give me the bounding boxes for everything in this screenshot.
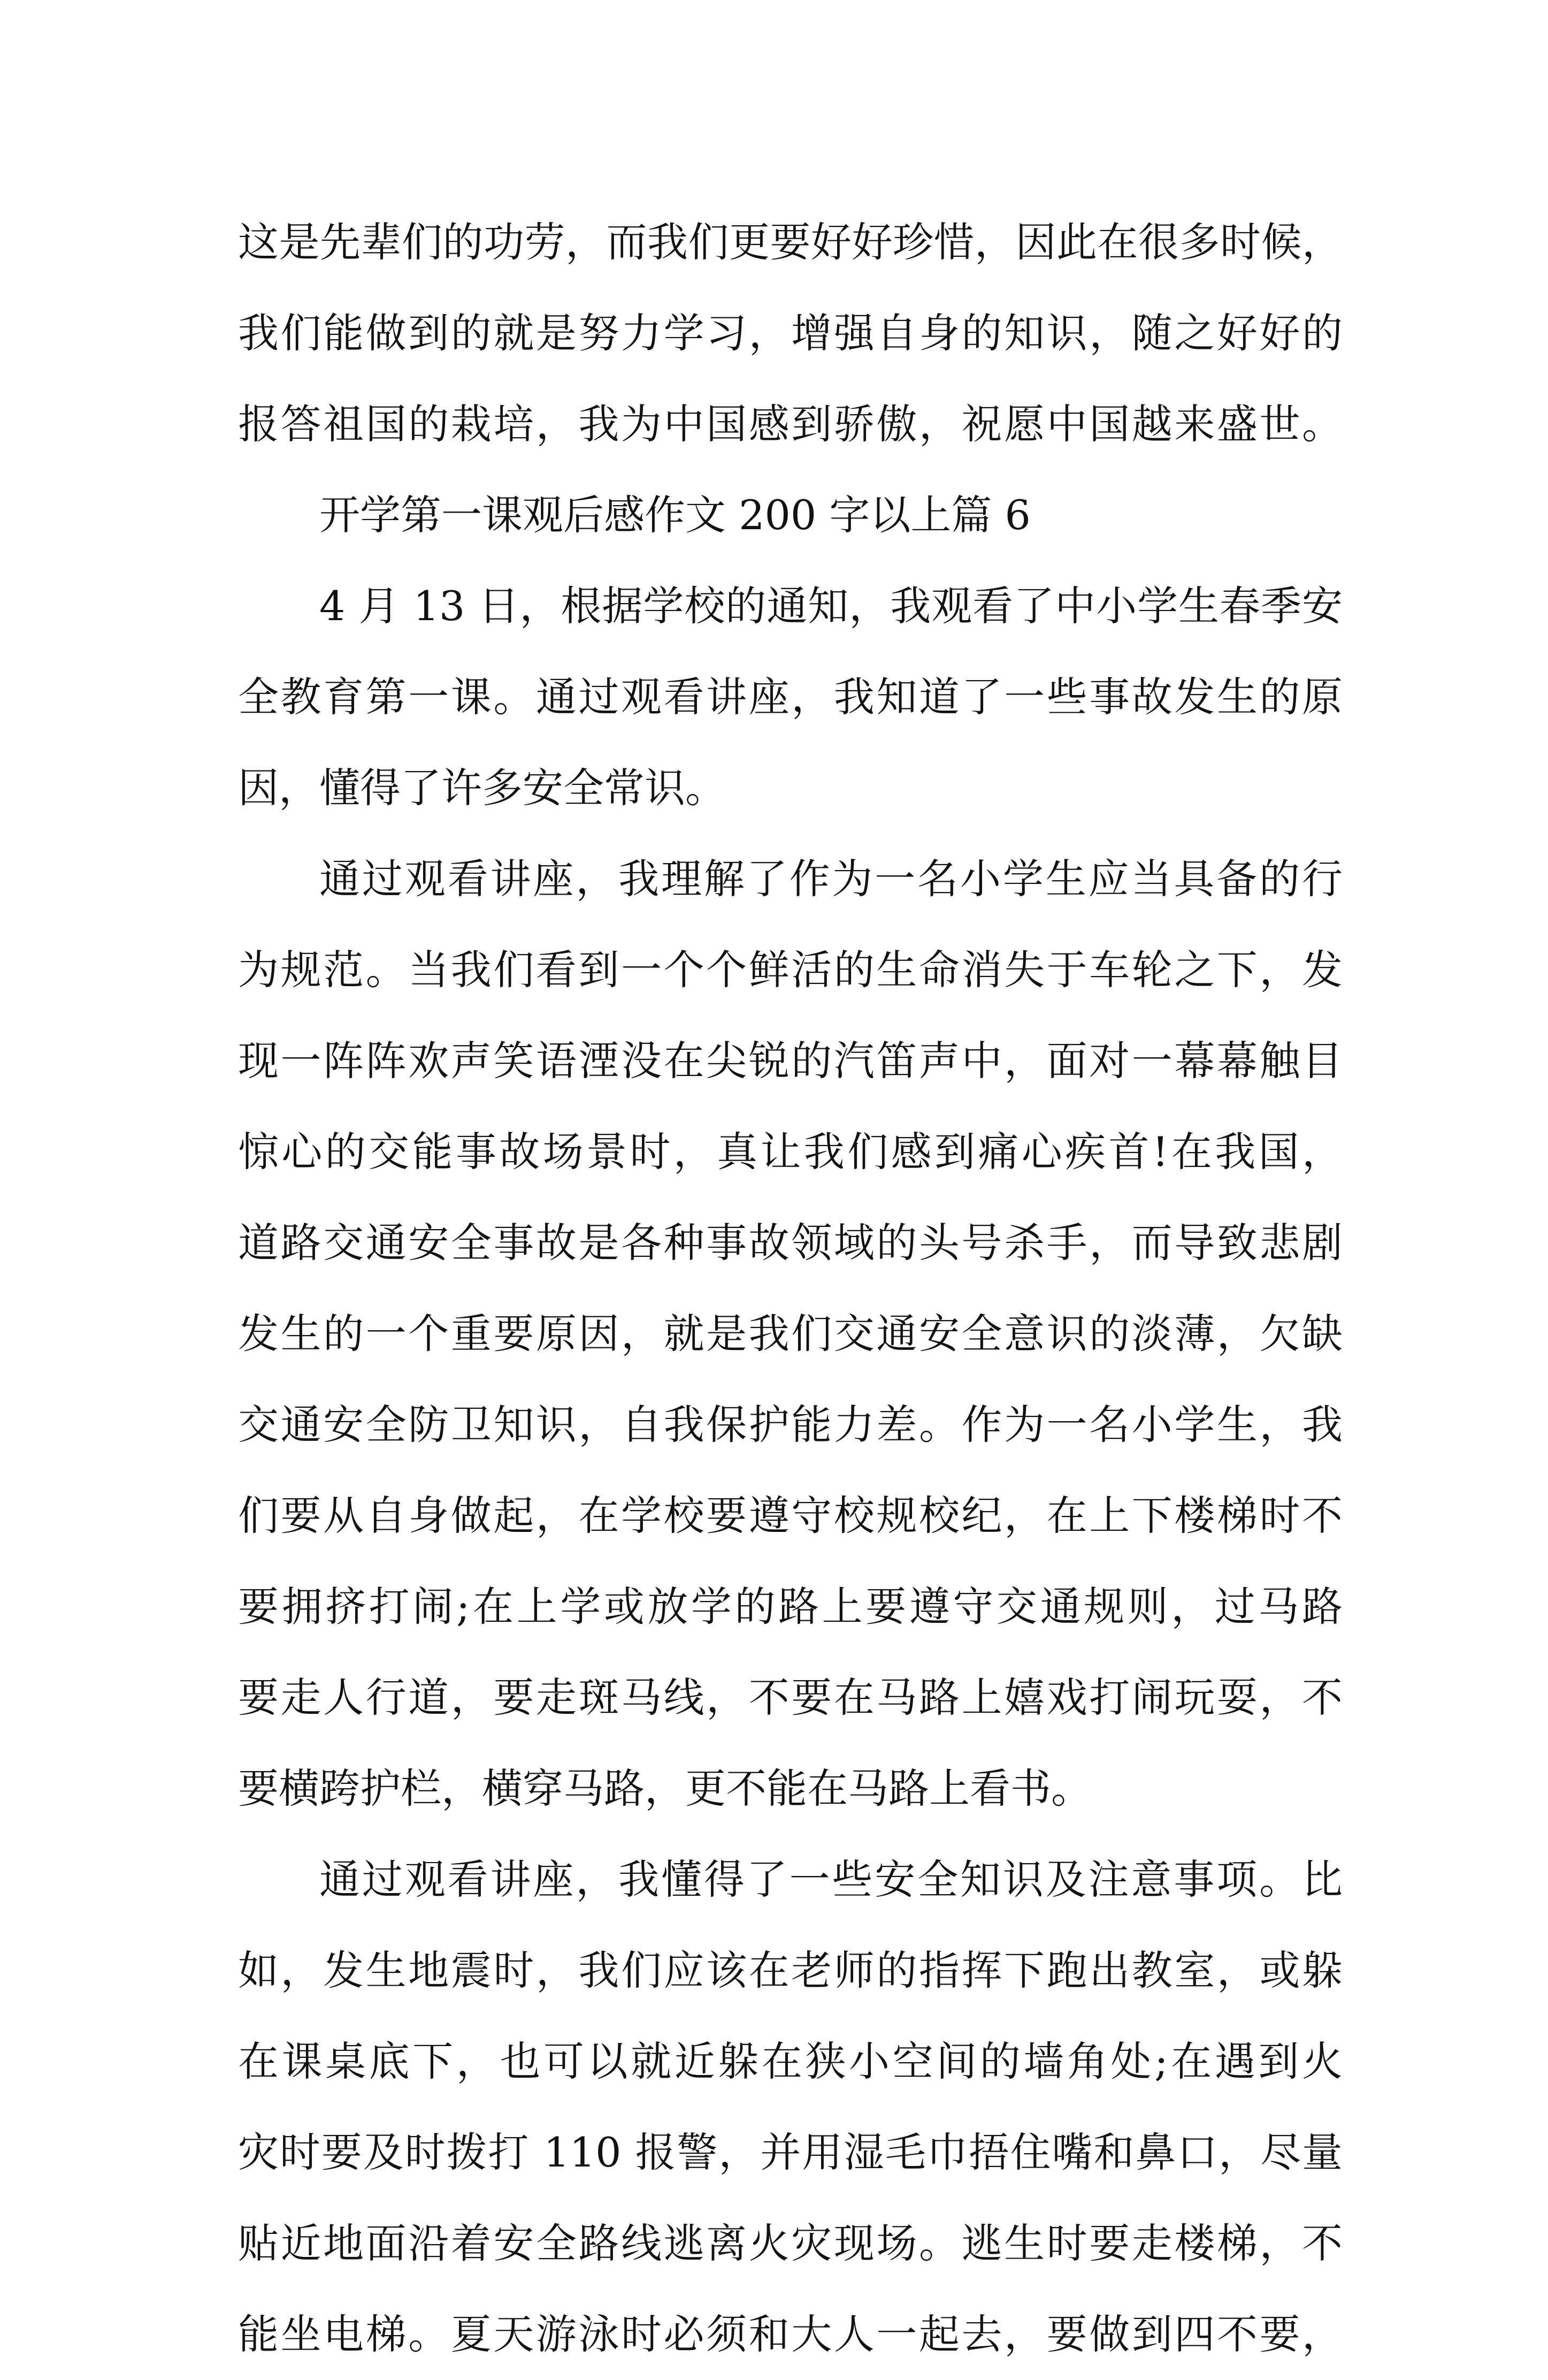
text-line: 能坐电梯。夏天游泳时必须和大人一起去，要做到四不要， <box>238 2310 1343 2358</box>
text-line: 4 月 13 日，根据学校的通知，我观看了中小学生春季安 <box>319 582 1343 630</box>
text-line: 要横跨护栏，横穿马路，更不能在马路上看书。 <box>238 1765 1092 1812</box>
text-line: 惊心的交能事故场景时，真让我们感到痛心疾首!在我国， <box>238 1128 1343 1176</box>
text-line: 在课桌底下，也可以就近躲在狭小空间的墙角处;在遇到火 <box>238 2038 1343 2085</box>
text-line: 交通安全防卫知识，自我保护能力差。作为一名小学生，我 <box>238 1401 1343 1448</box>
text-line: 要拥挤打闹;在上学或放学的路上要遵守交通规则，过马路 <box>238 1583 1343 1630</box>
text-line: 为规范。当我们看到一个个鲜活的生命消失于车轮之下，发 <box>238 946 1343 994</box>
text-line: 道路交通安全事故是各种事故领域的头号杀手，而导致悲剧 <box>238 1219 1343 1267</box>
text-line: 要走人行道，要走斑马线，不要在马路上嬉戏打闹玩耍，不 <box>238 1674 1343 1721</box>
text-line: 这是先辈们的功劳，而我们更要好好珍惜，因此在很多时候， <box>238 218 1343 266</box>
text-line: 们要从自身做起，在学校要遵守校规校纪，在上下楼梯时不 <box>238 1492 1343 1539</box>
text-line: 发生的一个重要原因，就是我们交通安全意识的淡薄，欠缺 <box>238 1310 1343 1357</box>
section-heading: 开学第一课观后感作文 200 字以上篇 6 <box>319 491 1031 539</box>
text-line: 通过观看讲座，我懂得了一些安全知识及注意事项。比 <box>319 1856 1343 1903</box>
text-line: 如，发生地震时，我们应该在老师的指挥下跑出教室，或躲 <box>238 1947 1343 1994</box>
text-line: 现一阵阵欢声笑语湮没在尖锐的汽笛声中，面对一幕幕触目 <box>238 1037 1343 1085</box>
text-line: 全教育第一课。通过观看讲座，我知道了一些事故发生的原 <box>238 673 1343 721</box>
text-line: 通过观看讲座，我理解了作为一名小学生应当具备的行 <box>319 855 1343 903</box>
text-line: 贴近地面沿着安全路线逃离火灾现场。逃生时要走楼梯，不 <box>238 2219 1343 2267</box>
text-line: 报答祖国的栽培，我为中国感到骄傲，祝愿中国越来盛世。 <box>238 400 1343 448</box>
text-line: 我们能做到的就是努力学习，增强自身的知识，随之好好的 <box>238 309 1343 357</box>
text-line: 因，懂得了许多安全常识。 <box>238 764 726 812</box>
document-body <box>238 197 1343 2380</box>
text-line: 灾时要及时拨打 110 报警，并用湿毛巾捂住嘴和鼻口，尽量 <box>238 2129 1343 2176</box>
